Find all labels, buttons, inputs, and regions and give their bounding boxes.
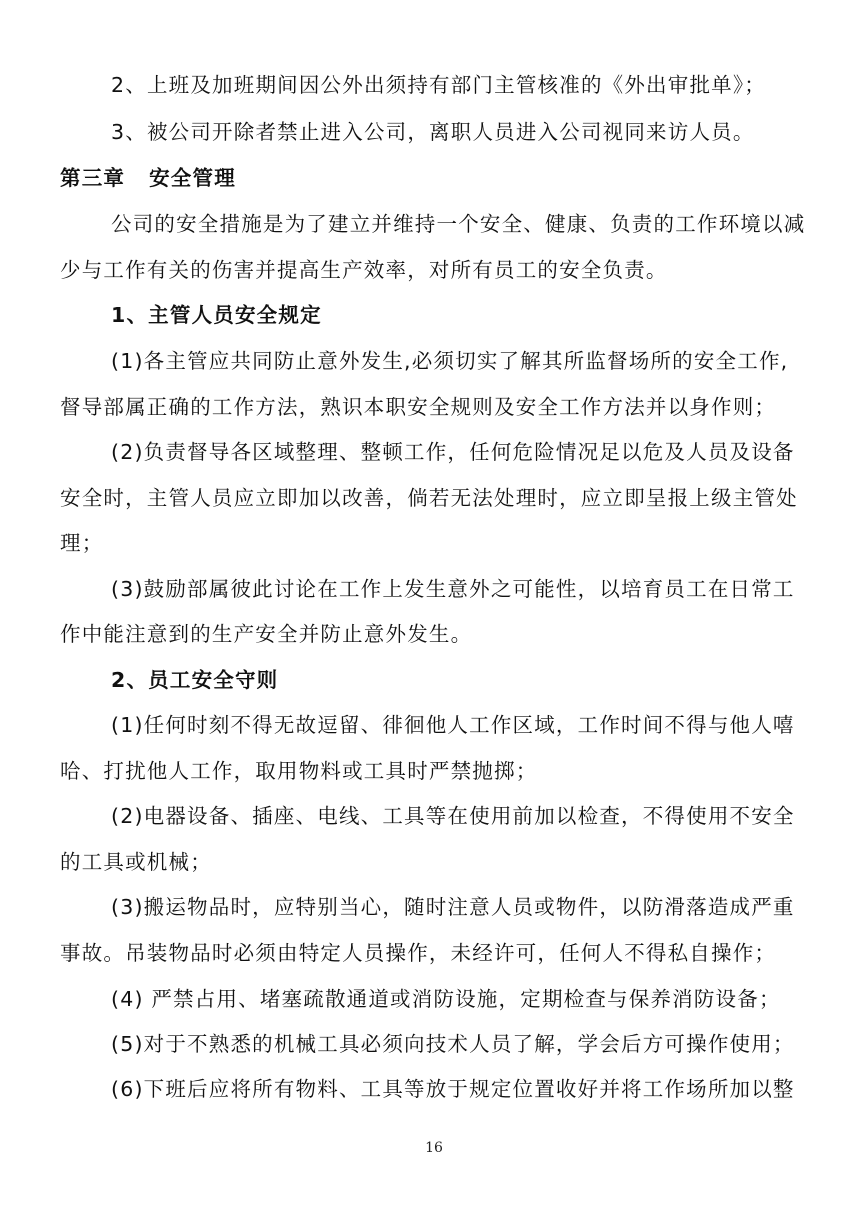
paragraph-line: (5)对于不熟悉的机械工具必须向技术人员了解，学会后方可操作使用；: [111, 1032, 795, 1056]
paragraph-line: (2)负责督导各区域整理、整顿工作，任何危险情况足以危及人员及设备: [111, 440, 795, 464]
paragraph-line: 督导部属正确的工作方法，熟识本职安全规则及安全工作方法并以身作则；: [60, 395, 777, 419]
section-heading: 1、主管人员安全规定: [111, 303, 322, 327]
paragraph-line: 事故。吊装物品时必须由特定人员操作，未经许可，任何人不得私自操作；: [60, 941, 777, 965]
paragraph-line: 公司的安全措施是为了建立并维持一个安全、健康、负责的工作环境以减: [111, 212, 806, 236]
paragraph-line: 3、被公司开除者禁止进入公司，离职人员进入公司视同来访人员。: [111, 120, 755, 144]
section-heading: 2、员工安全守则: [111, 668, 279, 692]
paragraph-line: (2)电器设备、插座、电线、工具等在使用前加以检查，不得使用不安全: [111, 804, 795, 828]
chapter-number: 第三章: [60, 166, 126, 190]
paragraph-line: 哈、打扰他人工作，取用物料或工具时严禁抛掷；: [60, 759, 538, 783]
paragraph-line: 安全时，主管人员应立即加以改善，倘若无法处理时，应立即呈报上级主管处: [60, 486, 798, 510]
paragraph-line: 少与工作有关的伤害并提高生产效率，对所有员工的安全负责。: [60, 258, 668, 282]
page-number: 16: [425, 1140, 443, 1156]
paragraph-line: (1)任何时刻不得无故逗留、徘徊他人工作区域，工作时间不得与他人嘻: [111, 713, 795, 737]
paragraph-line: (6)下班后应将所有物料、工具等放于规定位置收好并将工作场所加以整: [111, 1077, 795, 1101]
paragraph-line: (3)鼓励部属彼此讨论在工作上发生意外之可能性，以培育员工在日常工: [111, 577, 795, 601]
paragraph-line: (3)搬运物品时，应特别当心，随时注意人员或物件，以防滑落造成严重: [111, 895, 795, 919]
paragraph-line: 理；: [60, 531, 104, 555]
paragraph-line: 2、上班及加班期间因公外出须持有部门主管核准的《外出审批单》；: [111, 73, 766, 97]
chapter-title: 安全管理: [149, 166, 236, 190]
paragraph-line: (4) 严禁占用、堵塞疏散通道或消防设施，定期检查与保养消防设备；: [111, 987, 781, 1011]
chapter-heading: [60, 163, 810, 193]
paragraph-line: 的工具或机械；: [60, 850, 212, 874]
paragraph-line: (1)各主管应共同防止意外发生,必须切实了解其所监督场所的安全工作,: [111, 349, 789, 373]
paragraph-line: 作中能注意到的生产安全并防止意外发生。: [60, 622, 473, 646]
